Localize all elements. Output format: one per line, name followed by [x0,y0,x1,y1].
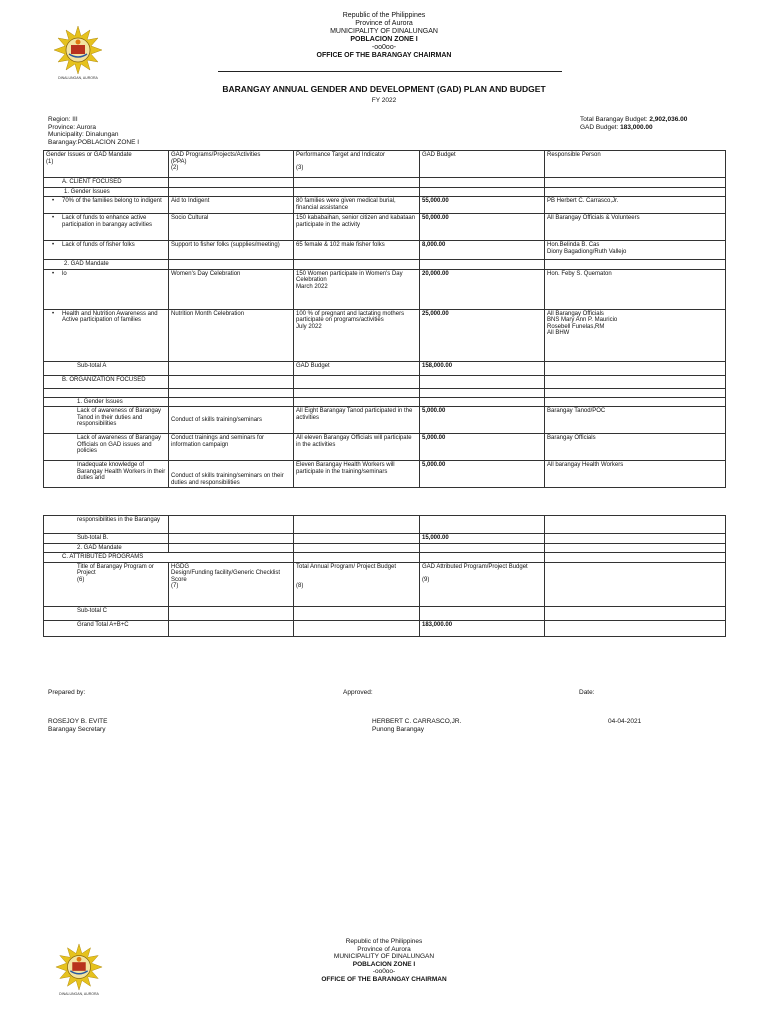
gender-issue: Lack of awareness of Barangay Tanod in their duties and responsibilities [44,407,169,434]
responsible-person: Barangay Officials [545,434,726,461]
gad-budget-amount: 50,000.00 [420,214,545,241]
prepared-by-label: Prepared by: [48,689,86,696]
table-row [44,516,726,534]
region: Region: III [48,116,78,123]
responsible-person: PB Herbert C. Carrasco,Jr. [545,197,726,214]
performance-target: 65 female & 102 male fisher folks [294,241,420,260]
attributed-header: Total Annual Program/ Project Budget (8) [294,562,420,606]
ppa: Socio Cultural [169,214,294,241]
gender-issue: • Lack of funds of fisher folks [44,241,169,260]
subtotal-label: Sub-total C [44,606,169,620]
logo-caption: DINALUNGAN, AURORA [59,992,99,996]
letterhead-line: Republic of the Philippines [342,12,426,19]
gad-budget-amount: 5,000.00 [420,461,545,488]
subsection-row [44,260,726,270]
document-title: BARANGAY ANNUAL GENDER AND DEVELOPMENT (GAD) PLAN AND BUDGET [222,84,546,94]
table-row [44,197,726,214]
prepared-name: ROSEJOY B. EVITE [48,718,108,725]
letterhead-line: Province of Aurora [355,20,413,27]
approved-name: HERBERT C. CARRASCO,JR. [372,718,462,725]
header-cell: Performance Target and Indicator (3) [294,151,420,178]
attributed-header: GAD Attributed Program/Project Budget (9) [420,562,545,606]
subtotal-row [44,361,726,375]
responsible-person: All barangay Health Workers [545,461,726,488]
empty-row [44,388,726,397]
barangay-seal-logo [50,24,106,80]
budget-info [580,116,687,131]
gad-budget-amount: 55,000.00 [420,197,545,214]
subsection-row [44,543,726,553]
letterhead-line: Province of Aurora [357,945,411,953]
section-row [44,178,726,188]
barangay-seal-logo [52,942,106,996]
municipality: Municipality: Dinalungan [48,131,119,138]
header-cell: Responsible Person [545,151,726,178]
letterhead-separator: -oo0oo- [371,44,397,51]
subsection-label: 1. Gender Issues [44,187,169,197]
seal-icon [52,942,106,992]
letterhead-separator: -oo0oo- [372,968,396,975]
approved-label: Approved: [343,689,373,696]
letterhead-office: OFFICE OF THE BARANGAY CHAIRMAN [316,52,452,59]
attributed-header-row [44,562,726,606]
subsection-label: 1. Gender Issues [44,397,169,407]
section-label: C. ATTRIBUTED PROGRAMS [44,553,169,563]
gad-budget-value: 183,000.00 [620,123,653,131]
responsible-person: Barangay Tanod/POC [545,407,726,434]
performance-target: 150 Women participate in Women's Day Celebration March 2022 [294,269,420,309]
approved-title: Punong Barangay [372,726,425,733]
prepared-signatory [48,718,107,734]
date-value: 04-04-2021 [608,718,642,725]
grand-total-row [44,620,726,636]
letterhead-line: MUNICIPALITY OF DINALUNGAN [333,953,435,960]
table-row [44,461,726,488]
table-row [44,407,726,434]
prepared-title: Barangay Secretary [48,726,106,733]
letterhead-line: MUNICIPALITY OF DINALUNGAN [330,28,438,35]
responsible-person: Hon.Belinda B. Cas Diony Bagadiong/Ruth Vallejo [545,241,726,260]
gender-issue: Inadequate knowledge of Barangay Health Workers in their duties and [44,461,169,488]
gad-budget-amount: 20,000.00 [420,269,545,309]
attributed-header: Title of Barangay Program or Project (6) [44,562,169,606]
fiscal-year: FY 2022 [371,97,397,104]
attributed-header: HGDG Design/Funding facility/Generic Checklist Score (7) [169,562,294,606]
performance-target: Eleven Barangay Health Workers will participate in the training/seminars [294,461,420,488]
gad-budget-amount: 25,000.00 [420,309,545,361]
responsible-person: Hon. Feby S. Quematon [545,269,726,309]
gad-budget-amount: 8,000.00 [420,241,545,260]
performance-target: 100 % of pregnant and lactating mothers participate on programs/activities July 2022 [294,309,420,361]
table-row [44,269,726,309]
letterhead-line: Republic of the Philippines [345,938,423,945]
table-header-row [44,151,726,178]
approved-signatory [372,718,461,734]
header-cell: GAD Programs/Projects/Activities (PPA) (2) [169,151,294,178]
letterhead-office: OFFICE OF THE BARANGAY CHAIRMAN [321,975,447,983]
subtotal-label: Sub-total B. [44,534,169,544]
header-cell: Gender Issues or GAD Mandate (1) [44,151,169,178]
total-budget [580,116,687,124]
ppa: Women's Day Celebration [169,269,294,309]
header-cell: GAD Budget [420,151,545,178]
section-row [44,553,726,563]
performance-target: All eleven Barangay Officials will participate in the activities [294,434,420,461]
section-row [44,375,726,388]
region-info [48,116,139,146]
letterhead [234,12,534,60]
ppa: Nutrition Month Celebration [169,309,294,361]
section-label: A. CLIENT FOCUSED [44,178,169,188]
barangay: Barangay:POBLACION ZONE I [48,138,140,146]
subtotal-c3: GAD Budget [294,361,420,375]
gad-plan-table-continued [43,515,726,637]
ppa: Conduct of skills training/seminars [169,407,294,434]
responsible-person: All Barangay Officials & Volunteers [545,214,726,241]
performance-target: All Eight Barangay Tanod participated in the activities [294,407,420,434]
ppa: Support to fisher folks (supplies/meeting) [169,241,294,260]
footer-letterhead [234,938,534,983]
ppa: Conduct of skills training/seminars on their duties and responsibilities [169,461,294,488]
subtotal-label: Sub-total A [44,361,169,375]
gender-issue: Lack of awareness of Barangay Officials on GAD issues and policies [44,434,169,461]
seal-icon [50,24,106,76]
gad-budget-label: GAD Budget: [580,123,619,131]
total-budget-value: 2,902,036.00 [649,116,688,123]
total-budget-label: Total Barangay Budget: [580,116,648,123]
continued-text: responsibilities in the Barangay [44,516,169,534]
subtotal-value: 158,000.00 [420,361,545,375]
gad-budget [580,124,687,132]
performance-target: 150 kababaihan, senior citizen and kabataan participate in the activity [294,214,420,241]
table-row [44,241,726,260]
subsection-label: 2. GAD Mandate [44,260,169,270]
letterhead-zone: POBLACION ZONE I [350,36,418,43]
performance-target: 80 families were given medical burial, financial assistance [294,197,420,214]
responsible-person: All Barangay Officials BNS Mary Ann P. Mauricio Rosebell Funelas,RM All BHW [545,309,726,361]
header-rule [218,71,562,72]
ppa: Aid to Indigent [169,197,294,214]
grand-total-value: 183,000.00 [420,620,545,636]
subtotal-row [44,606,726,620]
subsection-label: 2. GAD Mandate [44,543,169,553]
gad-budget-amount: 5,000.00 [420,434,545,461]
gender-issue: • lo [44,269,169,309]
table-row [44,214,726,241]
subsection-row [44,397,726,407]
gad-plan-table [43,150,726,488]
letterhead-zone: POBLACION ZONE I [352,960,416,968]
subsection-row [44,187,726,197]
grand-total-label: Grand Total A+B+C [44,620,169,636]
gender-issue: • 70% of the families belong to indigent [44,197,169,214]
logo-caption: DINALUNGAN, AURORA [58,76,98,80]
date-label: Date: [579,689,595,696]
province: Province: Aurora [48,123,97,131]
table-row [44,309,726,361]
subtotal-value: 15,000.00 [420,534,545,544]
table-row [44,434,726,461]
subtotal-row [44,534,726,544]
ppa: Conduct trainings and seminars for information campaign [169,434,294,461]
gad-budget-amount: 5,000.00 [420,407,545,434]
gender-issue: • Lack of funds to enhance active participation in barangay activities [44,214,169,241]
section-label: B. ORGANIZATION FOCUSED [44,375,169,388]
gender-issue: • Health and Nutrition Awareness and Active participation of families [44,309,169,361]
